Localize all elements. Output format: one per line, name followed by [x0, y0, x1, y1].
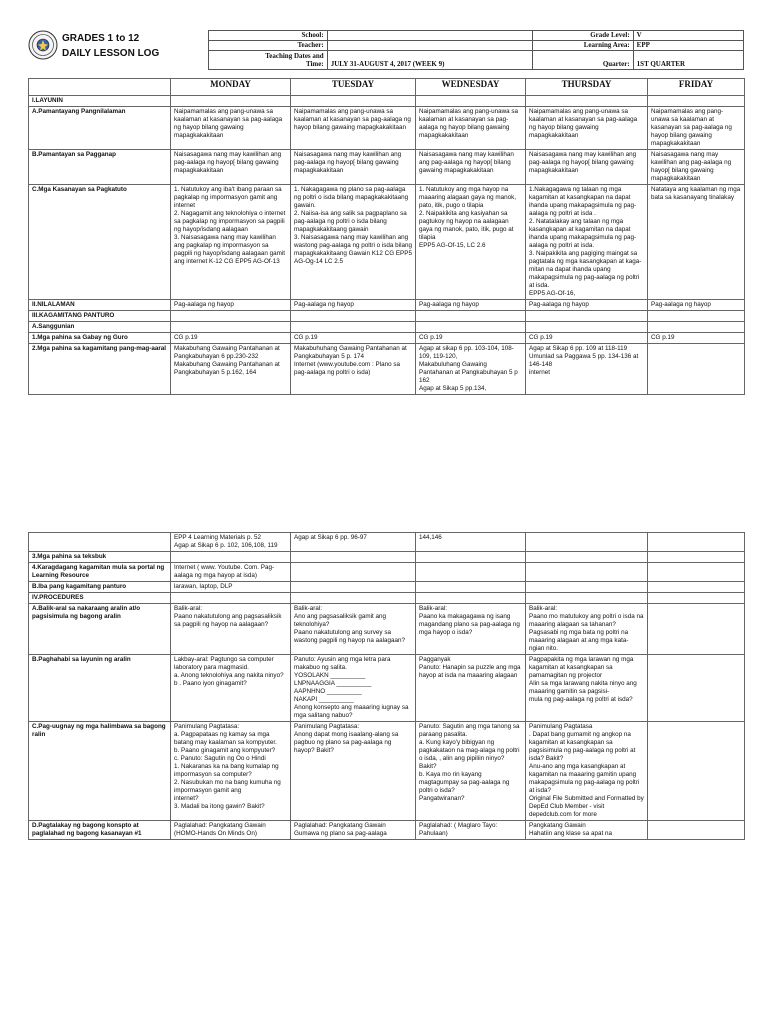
cell-monday [171, 96, 291, 107]
lesson-row [29, 582, 745, 593]
cell-tuesday: Panuto: Ayusin ang mga letra para makabuo ng salita. YOSOLAKN __________ LNPNAAGGIA __________ AAPNHNO __________ NAKAPI __________ Anong konsepto ang maaaring iugnay sa mga salitang nabuo? [291, 655, 416, 722]
lesson-row [29, 655, 745, 722]
grade-level-value: V [633, 31, 743, 41]
cell-monday: Makabuhang Gawaing Pantahanan at Pangkabuhayan 6 pp.230-232 Makabuhang Gawaing Pantahanan at Pangkabuhayan 5 p.162, 164 [171, 344, 291, 395]
cell-wednesday [416, 552, 526, 563]
cell-thursday: Naipamamalas ang pang-unawa sa kaalaman at kasanayan sa pag-aalaga ng hayop bilang gawaing mapagkakakitaan [526, 107, 648, 150]
row-label: B.Pamantayan sa Pagganap [29, 150, 171, 185]
cell-tuesday [291, 582, 416, 593]
cell-tuesday: CG p.19 [291, 333, 416, 344]
cell-friday [648, 552, 745, 563]
row-label: C.Mga Kasanayan sa Pagkatuto [29, 185, 171, 300]
cell-tuesday: Naipamamalas ang pang-unawa sa kaalaman at kasanayan sa pag-aalaga ng hayop bilang gawaing mapagkakakitaan [291, 107, 416, 150]
row-label: A.Sanggunian [29, 322, 171, 333]
teaching-dates-label-line-1: Teaching Dates and [265, 52, 324, 60]
cell-wednesday: Naisasagawa nang may kawilihan ang pag-aalaga ng hayop[ bilang gawaing mapagkakakitaan [416, 150, 526, 185]
row-label: A.Balik-aral sa nakaraang aralin at/o pagsisimula ng bagong aralin [29, 604, 171, 655]
cell-friday [648, 322, 745, 333]
cell-friday: Natataya ang kaalaman ng mga bata sa kasanayang tinalakay [648, 185, 745, 300]
row-label: C.Pag-uugnay ng mga halimbawa sa bagong ralin [29, 722, 171, 821]
cell-tuesday: Panimulang Pagtatasa: Anong dapat mong isaalang-alang sa pagbuo ng plano sa pag-aalaga ng hayop? Bakit? [291, 722, 416, 821]
quarter-label: Quarter: [533, 51, 634, 70]
cell-tuesday: Pag-aalaga ng hayop [291, 300, 416, 311]
lesson-row [29, 593, 745, 604]
teaching-dates-value: JULY 31-AUGUST 4, 2017 (WEEK 9) [327, 51, 532, 70]
school-label: School: [209, 31, 328, 41]
day-header-blank [29, 79, 171, 96]
row-label: D.Pagtalakay ng bagong konspto at paglalahad ng bagong kasanayan #1 [29, 821, 171, 840]
lesson-log-table-page-1 [28, 78, 745, 395]
cell-wednesday: Balik-aral: Paano ka makagagawa ng isang magandang plano sa pag-aalaga ng mga hayop o isda? [416, 604, 526, 655]
cell-thursday: Pangkatang Gawain Hahatiin ang klase sa apat na [526, 821, 648, 840]
row-label: IV.PROCEDURES [29, 593, 171, 604]
teaching-dates-label [209, 51, 328, 70]
form-title-line-2: DAILY LESSON LOG [62, 48, 160, 59]
lesson-row [29, 533, 745, 552]
learning-area-value: EPP [633, 41, 743, 51]
cell-monday [171, 552, 291, 563]
cell-thursday: Agap at Sikap 6 pp. 109 at 118-119 Umunlad sa Paggawa 5 pp. 134-136 at 146-148 internet [526, 344, 648, 395]
cell-friday [648, 311, 745, 322]
teacher-value [327, 41, 532, 51]
lesson-row [29, 722, 745, 821]
lesson-row [29, 563, 745, 582]
cell-thursday [526, 582, 648, 593]
cell-friday [648, 96, 745, 107]
cell-tuesday [291, 552, 416, 563]
day-header-wednesday: WEDNESDAY [416, 79, 526, 96]
row-label [29, 533, 171, 552]
cell-friday [648, 655, 745, 722]
cell-wednesday [416, 322, 526, 333]
header-info-table [208, 30, 744, 70]
cell-tuesday [291, 593, 416, 604]
lesson-row [29, 96, 745, 107]
cell-thursday [526, 552, 648, 563]
cell-tuesday: 1. Nakagagawa ng plano sa pag-aalaga ng poltri o isda bilang mapagkakakitaang gawain. 2. Naiisa-isa ang salik sa pagpaplano sa pag-aalaga ng poltri o isda bilang mapagkakakitaang gawain 3. Naisasagawa nang may kawilihan ang wastong pag-aalaga ng poltri o isda bilang mapagkakakitaang Gawain K12 CG EPP5 AG-Og-14 LC 2.5 [291, 185, 416, 300]
cell-friday [648, 604, 745, 655]
row-label: 4.Karagdagang kagamitan mula sa portal ng Learning Resource [29, 563, 171, 582]
grade-level-label: Grade Level: [533, 31, 634, 41]
cell-monday: CG p.19 [171, 333, 291, 344]
cell-wednesday: Panuto: Sagutin ang mga tanong sa paraang pasalita. a. Kung kayo'y bibigyan ng pagkakataon na mag-alaga ng poltri o isda, , alin ang pipiliin ninyo? Bakit? b. Kaya mo rin kayang magtagumpay sa pag-aalaga ng poltri o isda? Pangatwiranan? [416, 722, 526, 821]
cell-tuesday: Makabuhuhang Gawaing Pantahanan at Pangkabuhayan 5 p. 174 Internet (www.youtube.com : Plano sa pag-aalaga ng poltri o isda) [291, 344, 416, 395]
lesson-row [29, 604, 745, 655]
cell-thursday [526, 593, 648, 604]
row-label: 3.Mga pahina sa teksbuk [29, 552, 171, 563]
cell-wednesday: Pag-aalaga ng hayop [416, 300, 526, 311]
cell-wednesday: CG p.19 [416, 333, 526, 344]
page-2 [0, 528, 768, 1024]
school-value [327, 31, 532, 41]
lesson-row [29, 552, 745, 563]
day-header-tuesday: TUESDAY [291, 79, 416, 96]
lesson-row [29, 150, 745, 185]
cell-monday [171, 322, 291, 333]
cell-thursday [526, 322, 648, 333]
cell-thursday: Balik-aral: Paano mo matutukoy ang poltri o isda na maaaring alagaan sa tahanan? Pagsasabi ng mga bata ng poltri na maaaring alagaan at ang mga kata- ngian nito. [526, 604, 648, 655]
deped-seal-icon [28, 30, 58, 60]
lesson-row [29, 322, 745, 333]
cell-thursday: Pag-aalaga ng hayop [526, 300, 648, 311]
row-label: A.Pamantayang Pangnilalaman [29, 107, 171, 150]
cell-thursday [526, 96, 648, 107]
cell-monday: larawan, laptop, DLP [171, 582, 291, 593]
document-header [28, 30, 744, 72]
row-label: III.KAGAMITANG PANTURO [29, 311, 171, 322]
cell-monday: Naipamamalas ang pang-unawa sa kaalaman at kasanayan sa pag-aalaga ng hayop bilang gawaing mapagkakakitaan [171, 107, 291, 150]
row-label: 2.Mga pahina sa kagamitang pang-mag-aaral [29, 344, 171, 395]
cell-thursday: Panimulang Pagtatasa . Dapat bang gumamit ng angkop na kagamitan at kasangkapan sa pagsisimula ng pag-aalaga ng poltri at isda? Bakit? Anu-ano ang mga kasangkapan at kagamitan na maaaring gamitin upang makapagsimula ng pag-aalaga ng poltri at isda? Original File Submitted and Formatted by DepEd Club Member - visit depedclub.com for more [526, 722, 648, 821]
lesson-row [29, 333, 745, 344]
cell-thursday: Pagpapakita ng mga larawan ng mga kagamitan at kasangkapan sa pamamagitan ng projector Alin sa mga larawang nakita ninyo ang maaaring gamitin sa pagsisi- mula ng pag-aalaga ng poltri at isda? [526, 655, 648, 722]
lesson-row [29, 344, 745, 395]
cell-tuesday [291, 322, 416, 333]
teaching-dates-label-line-2: Time: [305, 60, 324, 68]
cell-tuesday: Naisasagawa nang may kawilihan ang pag-aalaga ng hayop[ bilang gawaing mapagkakakitaan [291, 150, 416, 185]
cell-tuesday: Balik-aral: Ano ang pagsasaliksik gamit ang teknolohiya? Paano nakatutulong ang survey sa wastong pagpili ng hayop na aalagaan? [291, 604, 416, 655]
cell-monday: Paglalahad: Pangkatang Gawain (HOMO-Hands On Minds On) [171, 821, 291, 840]
cell-tuesday [291, 311, 416, 322]
cell-thursday [526, 533, 648, 552]
cell-friday [648, 593, 745, 604]
lesson-row [29, 185, 745, 300]
page-1 [0, 0, 768, 490]
quarter-value: 1ST QUARTER [633, 51, 743, 70]
cell-tuesday [291, 96, 416, 107]
cell-monday: Lakbay-aral: Pagtungo sa computer laboratory para magmasid. a. Anong teknolohiya ang nakita ninyo? b . Paano iyon ginagamit? [171, 655, 291, 722]
cell-monday: Internet ( www. Youtube. Com. Pag-aalaga ng mga hayop at isda) [171, 563, 291, 582]
cell-thursday [526, 311, 648, 322]
cell-wednesday: 144,146 [416, 533, 526, 552]
cell-tuesday: Agap at Sikap 6 pp. 96-97 [291, 533, 416, 552]
form-title-line-1: GRADES 1 to 12 [62, 33, 140, 44]
cell-friday: CG p.19 [648, 333, 745, 344]
cell-friday: Naipamamalas ang pang-unawa sa kaalaman at kasanayan sa pag-aalaga ng hayop bilang gawaing mapagkakakitaan [648, 107, 745, 150]
day-header-row [29, 79, 745, 96]
lesson-log-table-page-2 [28, 532, 745, 840]
lesson-row [29, 300, 745, 311]
cell-monday [171, 593, 291, 604]
cell-friday: Pag-aalaga ng hayop [648, 300, 745, 311]
cell-wednesday [416, 96, 526, 107]
lesson-row [29, 107, 745, 150]
cell-tuesday [291, 563, 416, 582]
cell-monday: Balik-aral: Paano nakatutulong ang pagsasaliksik sa pagpili ng hayop na aalagaan? [171, 604, 291, 655]
cell-wednesday: Naipamamalas ang pang-unawa sa kaalaman at kasanayan sa pag-aalaga ng hayop bilang gawaing mapagkakakitaan [416, 107, 526, 150]
lesson-row [29, 311, 745, 322]
cell-wednesday: 1. Natutukoy ang mga hayop na maaaring alagaan gaya ng manok, pato, itik, pugo o tilapia 2. Naipakikita ang kasiyahan sa pagtukoy ng hayop na aalagaan gaya ng manok, pato, itik, pugo at tilapia EPP5 AG-Of-15, LC 2.6 [416, 185, 526, 300]
cell-wednesday [416, 311, 526, 322]
cell-wednesday: Paglalahad: ( Maglaro Tayo: Pahulaan) [416, 821, 526, 840]
row-label: 1.Mga pahina sa Gabay ng Guro [29, 333, 171, 344]
cell-monday: Panimulang Pagtatasa: a. Pagpapataas ng kamay sa mga batang may kaalaman sa kompyuter. b. Paano ginagamit ang kompyuter? c. Panuto: Sagutin ng Oo o Hindi 1. Nakaranas ka na bang kumalap ng impormasyon sa computer? 2. Nasubukan mo na bang kumuha ng impormasyon gamit ang internet? 3. Madali ba itong gawin? Bakit? [171, 722, 291, 821]
cell-wednesday [416, 563, 526, 582]
cell-friday [648, 582, 745, 593]
day-header-friday: FRIDAY [648, 79, 745, 96]
cell-tuesday: Paglalahad: Pangkatang Gawain Gumawa ng plano sa pag-aalaga [291, 821, 416, 840]
cell-monday [171, 311, 291, 322]
teacher-label: Teacher: [209, 41, 328, 51]
cell-friday [648, 563, 745, 582]
cell-monday: 1. Natutukoy ang iba't ibang paraan sa pagkalap ng impormasyon gamit ang internet 2. Nagagamit ang teknolohiya o internet sa pagkalap ng impormasyon sa pagpili ng hayop/isdang aalagaan 3. Naisasagawa nang may kawilihan ang pagkalap ng impormasyon sa pagpili ng hayop/isdang aalagaan gamit ang internet K-12 CG EPP5 AG-Of-13 [171, 185, 291, 300]
cell-wednesday: Pagganyak Panuto: Hanapin sa puzzle ang mga hayop at isda na maaaring alagaan [416, 655, 526, 722]
cell-wednesday [416, 593, 526, 604]
learning-area-label: Learning Area: [533, 41, 634, 51]
cell-friday [648, 722, 745, 821]
cell-friday [648, 821, 745, 840]
cell-friday: Naisasagawa nang may kawilihan ang pag-aalaga ng hayop[ bilang gawaing mapagkakakitaan [648, 150, 745, 185]
row-label: II.NILALAMAN [29, 300, 171, 311]
cell-thursday [526, 563, 648, 582]
day-header-thursday: THURSDAY [526, 79, 648, 96]
lesson-row [29, 821, 745, 840]
cell-thursday: CG p.19 [526, 333, 648, 344]
cell-friday [648, 533, 745, 552]
row-label: B.Paghahabi sa layunin ng aralin [29, 655, 171, 722]
cell-monday: EPP 4 Learning Materials p. 52 Agap at Sikap 6 p. 102, 106,108, 119 [171, 533, 291, 552]
cell-wednesday [416, 582, 526, 593]
day-header-monday: MONDAY [171, 79, 291, 96]
row-label: I.LAYUNIN [29, 96, 171, 107]
cell-wednesday: Agap at sikap 6 pp. 103-104, 108-109, 119-120, Makabuluhang Gawaing Pantahanan at Pangkabuhayan 5 p 162 Agap at Sikap 5 pp.134, [416, 344, 526, 395]
cell-monday: Pag-aalaga ng hayop [171, 300, 291, 311]
cell-friday [648, 344, 745, 395]
cell-thursday: 1.Nakagagawa ng talaan ng mga kagamitan at kasangkapan na dapat ihanda upang makapagsimula ng pag-aalaga ng poltri at isda . 2. Natatalakay ang talaan ng mga kasangkapan at kagamitan na dapat ihanda upang makapagsimula ng pag-aalaga ng poltri at isda. 3. Naipakikita ang pagiging maingat sa pagtatala ng mga kasangkapan at kaga-mitan na dapat ihanda upang makapagsimula ng pag-aalaga ng poltri at isda. EPP5 AG-Of-16, [526, 185, 648, 300]
cell-monday: Naisasagawa nang may kawilihan ang pag-aalaga ng hayop[ bilang gawaing mapagkakakitaan [171, 150, 291, 185]
row-label: B.Iba pang kagamitang panturo [29, 582, 171, 593]
cell-thursday: Naisasagawa nang may kawilihan ang pag-aalaga ng hayop[ bilang gawaing mapagkakakitaan [526, 150, 648, 185]
